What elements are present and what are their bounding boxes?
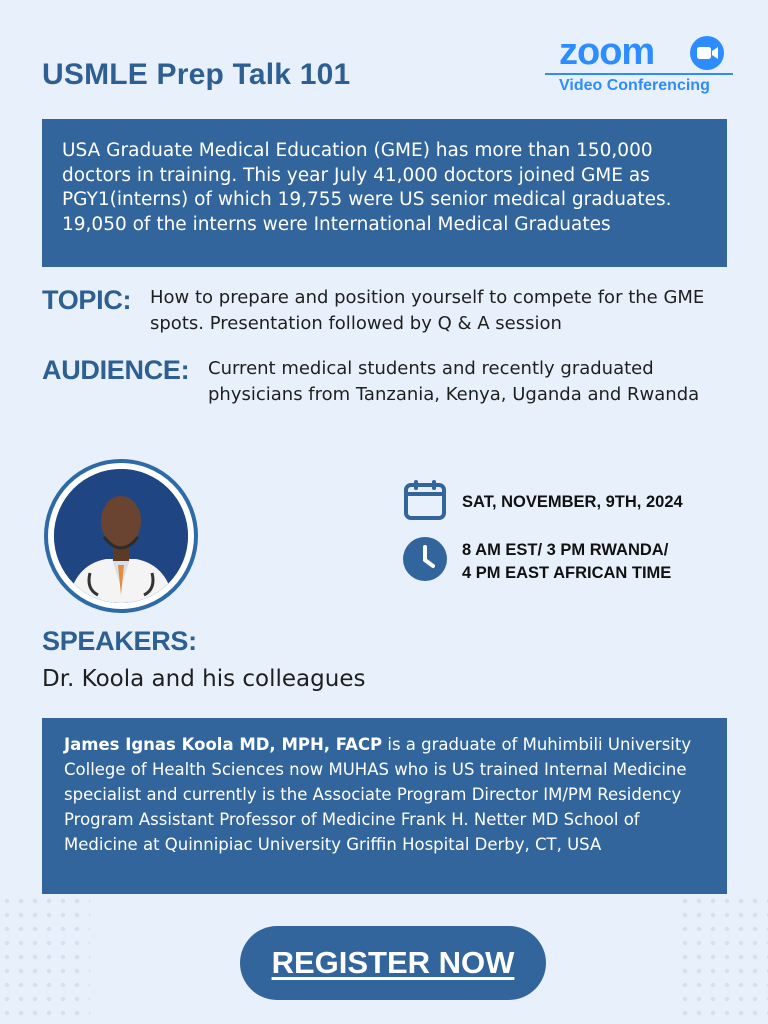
decorative-dots-right: [678, 894, 768, 1024]
bio-box: [42, 718, 727, 894]
intro-box: [42, 119, 727, 267]
zoom-logo-word: zoom: [559, 31, 655, 73]
zoom-logo: [545, 32, 735, 102]
register-now-button[interactable]: REGISTER NOW: [240, 926, 546, 1000]
speaker-portrait: [54, 469, 188, 603]
speakers-label: SPEAKERS:: [42, 626, 197, 656]
speakers-text: Dr. Koola and his colleagues: [42, 666, 366, 692]
page-title: USMLE Prep Talk 101: [42, 58, 351, 91]
event-time-line1: 8 AM EST/ 3 PM RWANDA/: [462, 541, 669, 559]
video-camera-icon: [690, 36, 724, 70]
speaker-photo: [44, 459, 198, 613]
event-date: SAT, NOVEMBER, 9TH, 2024: [462, 493, 683, 511]
audience-label: AUDIENCE:: [42, 355, 190, 385]
calendar-icon: [403, 479, 447, 525]
event-time-line2: 4 PM EAST AFRICAN TIME: [462, 564, 672, 582]
decorative-dots-left: [0, 894, 90, 1024]
topic-text: How to prepare and position yourself to compete for the GME spots. Presentation followed by Q & A session: [150, 287, 705, 334]
event-time: [462, 539, 671, 585]
zoom-logo-subtitle: Video Conferencing: [559, 77, 710, 94]
zoom-logo-rule: [545, 73, 733, 75]
bio-name: James Ignas Koola MD, MPH, FACP: [64, 735, 383, 754]
clock-icon: [403, 537, 447, 585]
topic-label: TOPIC:: [42, 285, 132, 315]
audience-text: Current medical students and recently graduated physicians from Tanzania, Kenya, Uganda and Rwanda: [208, 358, 700, 405]
bio-text: is a graduate of Muhimbili University College of Health Sciences now MUHAS who is US trained Internal Medicine specialist and currently is the Associate Program Director IM/PM Residency Program Assistant Professor of Medicine Frank H. Netter MD School of Medicine at Quinnipiac University Griffin Hospital Derby, CT, USA: [64, 735, 692, 854]
intro-text: USA Graduate Medical Education (GME) has more than 150,000 doctors in training. This year July 41,000 doctors joined GME as PGY1(interns) of which 19,755 were US senior medical graduates. 19,050 of the interns were International Medical Graduates: [62, 140, 672, 235]
